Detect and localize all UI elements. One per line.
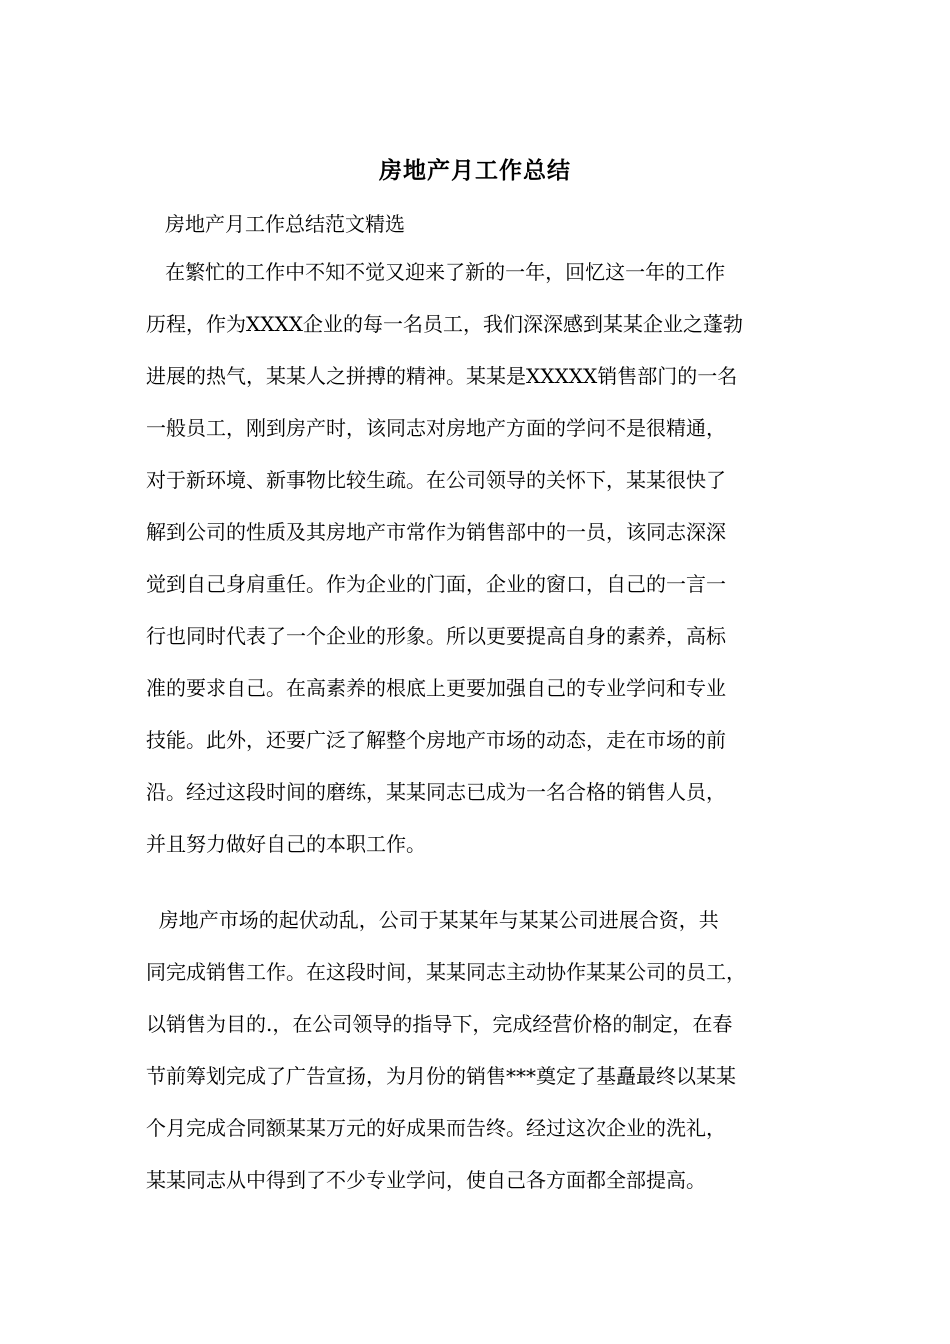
paragraph-line: 以销售为目的.，在公司领导的指导下，完成经营价格的制定，在春 bbox=[146, 1012, 733, 1036]
paragraph-line: 节前筹划完成了广告宣扬，为月份的销售***奠定了基矗最终以某某 bbox=[146, 1064, 736, 1088]
paragraph-line: 一般员工，刚到房产时，该同志对房地产方面的学问不是很精通， bbox=[146, 416, 726, 440]
paragraph-line: 准的要求自己。在高素养的根底上更要加强自己的专业学问和专业 bbox=[146, 676, 726, 700]
paragraph-line: 沿。经过这段时间的磨练，某某同志已成为一名合格的销售人员， bbox=[146, 780, 726, 804]
paragraph-line: 对于新环境、新事物比较生疏。在公司领导的关怀下，某某很快了 bbox=[146, 468, 726, 492]
paragraph-line: 并且努力做好自己的本职工作。 bbox=[146, 832, 426, 856]
paragraph-line: 历程，作为XXXX企业的每一名员工，我们深深感到某某企业之蓬勃 bbox=[146, 312, 743, 336]
paragraph-line: 觉到自己身肩重任。作为企业的门面，企业的窗口，自己的一言一 bbox=[146, 572, 726, 596]
document-subtitle: 房地产月工作总结范文精选 bbox=[165, 212, 405, 236]
paragraph-line: 某某同志从中得到了不少专业学问，使自己各方面都全部提高。 bbox=[146, 1168, 706, 1192]
paragraph-line: 房地产市场的起伏动乱，公司于某某年与某某公司进展合资，共 bbox=[146, 908, 719, 932]
paragraph-line: 个月完成合同额某某万元的好成果而告终。经过这次企业的洗礼， bbox=[146, 1116, 726, 1140]
paragraph-line: 进展的热气，某某人之拼搏的精神。某某是XXXXX销售部门的一名 bbox=[146, 364, 738, 388]
paragraph-2 bbox=[146, 894, 826, 1206]
paragraph-line: 在繁忙的工作中不知不觉又迎来了新的一年，回忆这一年的工作 bbox=[146, 260, 726, 284]
paragraph-line: 技能。此外，还要广泛了解整个房地产市场的动态，走在市场的前 bbox=[146, 728, 726, 752]
document-title: 房地产月工作总结 bbox=[379, 157, 571, 184]
paragraph-line: 解到公司的性质及其房地产市常作为销售部中的一员，该同志深深 bbox=[146, 520, 726, 544]
paragraph-1 bbox=[146, 246, 826, 870]
paragraph-line: 行也同时代表了一个企业的形象。所以更要提高自身的素养，高标 bbox=[146, 624, 726, 648]
paragraph-line: 同完成销售工作。在这段时间，某某同志主动协作某某公司的员工， bbox=[146, 960, 746, 984]
